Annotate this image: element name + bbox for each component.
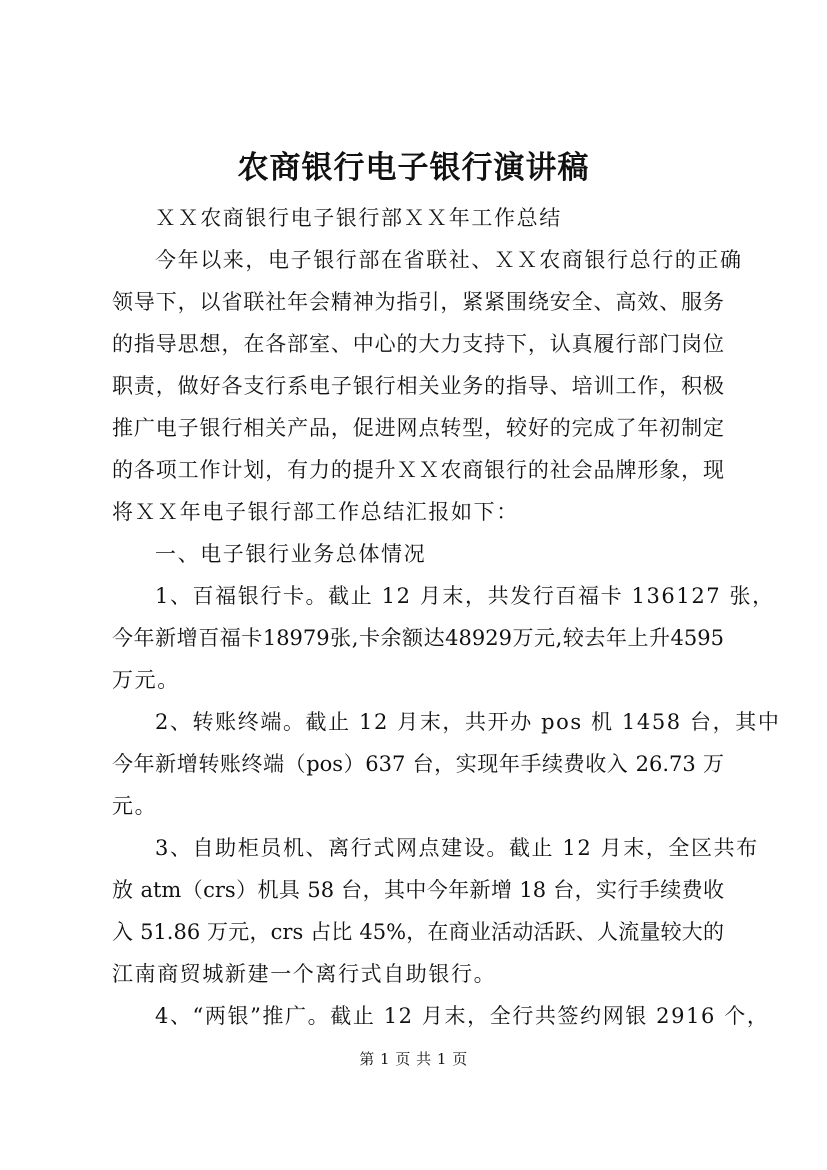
body-line: 职责，做好各支行系电子银行相关业务的指导、培训工作，积极 <box>112 374 724 398</box>
body-line: 今年新增百福卡18979张,卡余额达48929万元,较去年上升4595 <box>112 626 724 650</box>
body-line: 的指导思想，在各部室、中心的大力支持下，认真履行部门岗位 <box>112 332 724 356</box>
body-line: 3、自助柜员机、离行式网点建设。截止 12 月末，全区共布 <box>155 836 759 860</box>
body-line: 的各项工作计划，有力的提升ＸＸ农商银行的社会品牌形象，现 <box>112 458 724 482</box>
body-line: 1、百福银行卡。截止 12 月末，共发行百福卡 136127 张， <box>155 584 775 608</box>
body-line: 推广电子银行相关产品，促进网点转型，较好的完成了年初制定 <box>112 416 724 440</box>
page-number-footer: 第 1 页 共 1 页 <box>359 1050 468 1068</box>
body-line: 江南商贸城新建一个离行式自助银行。 <box>112 962 497 986</box>
section-heading: 一、电子银行业务总体情况 <box>155 542 427 566</box>
document-body <box>112 197 781 1037</box>
body-line: 放 atm（crs）机具 58 台，其中今年新增 18 台，实行手续费收 <box>112 878 724 902</box>
body-line: 4、“两银”推广。截止 12 月末，全行共签约网银 2916 个， <box>155 1004 770 1028</box>
body-line: 万元。 <box>112 668 180 692</box>
document-title: 农商银行电子银行演讲稿 <box>237 150 590 186</box>
body-line: 入 51.86 万元，crs 占比 45%，在商业活动活跃、人流量较大的 <box>112 920 724 944</box>
body-line: 今年新增转账终端（pos）637 台，实现年手续费收入 26.73 万 <box>112 752 724 776</box>
body-line: 元。 <box>112 794 158 818</box>
body-line: 领导下，以省联社年会精神为指引，紧紧围绕安全、高效、服务 <box>112 290 724 314</box>
body-line: 今年以来，电子银行部在省联社、ＸＸ农商银行总行的正确 <box>155 248 743 272</box>
body-line: 2、转账终端。截止 12 月末，共开办 pos 机 1458 台，其中 <box>155 710 781 734</box>
body-line: ＸＸ农商银行电子银行部ＸＸ年工作总结 <box>155 206 562 230</box>
body-line: 将ＸＸ年电子银行部工作总结汇报如下： <box>112 500 519 524</box>
